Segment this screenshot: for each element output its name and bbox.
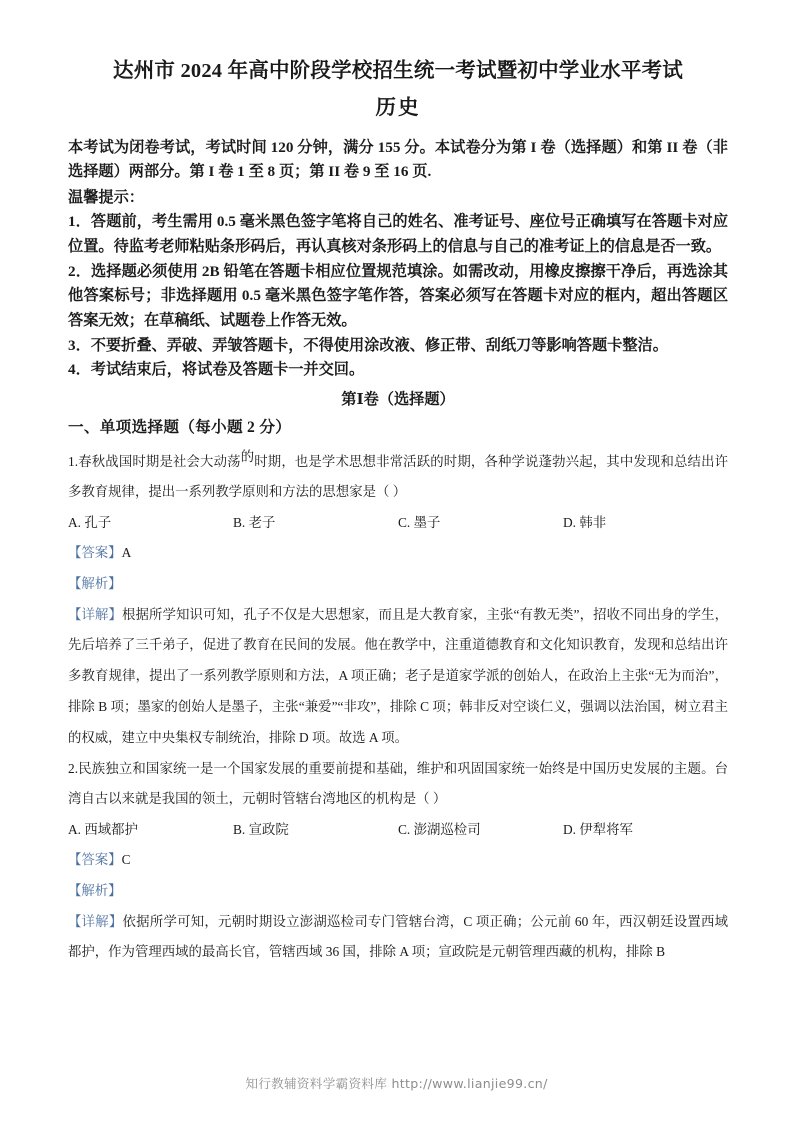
exam-instructions [68, 136, 728, 383]
question-2-answer [68, 845, 728, 876]
question-1-stem-superscript: 的 [240, 448, 255, 464]
question-1-answer-value: A [121, 545, 132, 561]
instruction-item-4: 4．考试结束后，将试卷及答题卡一并交回。 [68, 361, 365, 379]
detail-tag: 【详解】 [68, 606, 122, 622]
instruction-item-1: 1．答题前，考生需用 0.5 毫米黑色签字笔将自己的姓名、准考证号、座位号正确填写在答题卡对应位置。待监考老师粘贴条形码后，再认真核对条形码上的信息与自己的准考证上的信息是否一致。 [68, 213, 728, 255]
question-2-detail-text: 依据所学可知，元朝时期设立澎湖巡检司专门管辖台湾，C 项正确；公元前 60 年，西汉朝廷设置西域都护，作为管理西域的最高长官，管辖西域 36 国，排除 A 项；宣政院是元朝管理西藏的机构，排除 B [68, 913, 728, 960]
question-2-number: 2. [68, 760, 79, 776]
answer-tag: 【答案】 [68, 545, 122, 561]
question-1-option-a[interactable]: A. 孔子 [68, 514, 112, 530]
question-1-answer [68, 538, 728, 569]
question-2-option-c[interactable]: C. 澎湖巡检司 [398, 821, 481, 837]
question-2-option-a[interactable]: A. 西域都护 [68, 821, 138, 837]
question-2-stem [68, 754, 728, 815]
question-1-option-d[interactable]: D. 韩非 [563, 514, 607, 530]
question-1-option-c[interactable]: C. 墨子 [398, 514, 441, 530]
page-content [68, 56, 728, 968]
subject-title: 历史 [375, 96, 421, 119]
question-1-number: 1. [68, 453, 79, 469]
question-2 [68, 754, 728, 968]
instruction-tip-label: 温馨提示： [68, 188, 144, 206]
question-1-stem-part2: 时期，也是学术思想非常活跃的时期，各种学说蓬勃兴起，其中发现和总结出许多教育规律，提出一系列教学原则和方法的思想家是（ ） [68, 453, 729, 500]
analysis-tag: 【解析】 [68, 882, 122, 898]
question-2-analysis-header [68, 876, 728, 907]
answer-tag: 【答案】 [68, 852, 122, 868]
part-one-heading: 第Ⅰ卷（选择题） [341, 390, 455, 408]
page-title: 达州市 2024 年高中阶段学校招生统一考试暨初中学业水平考试 [113, 60, 683, 82]
question-2-detail [68, 907, 728, 969]
instruction-item-2: 2．选择题必须使用 2B 铅笔在答题卡相应位置规范填涂。如需改动，用橡皮擦擦干净后，再选涂其他答案标号；非选择题用 0.5 毫米黑色签字笔作答，答案必须写在答题卡对应的框内，超出答题区答案无效；在草稿纸、试题卷上作答无效。 [68, 262, 728, 329]
question-1-analysis-header [68, 569, 728, 600]
question-1-stem-part1: 春秋战国时期是社会大动荡 [78, 453, 241, 469]
question-2-stem-part1: 民族独立和国家统一是一个国家发展的重要前提和基础，维护和巩固国家统一始终是中国历史发展的主题。台湾自古以来就是我国的领土，元朝时管辖台湾地区的机构是（ ） [68, 760, 728, 807]
analysis-tag: 【解析】 [68, 576, 122, 591]
section-heading-multiple-choice: 一、单项选择题（每小题 2 分） [68, 418, 292, 436]
question-1-detail-text: 根据所学知识可知，孔子不仅是大思想家，而且是大教育家，主张“有教无类”，招收不同出身的学生，先后培养了三千弟子，促进了教育在民间的发展。他在教学中，注重道德教育和文化知识教育，发现和总结出许多教育规律，提出了一系列教学原则和方法，A 项正确；老子是道家学派的创始人，在政治上主张“无为而治”，排除 B 项；墨家的创始人是墨子，主张“兼爱”“非攻”，排除 C 项；韩非反对空谈仁义，强调以法治国，树立君主的权威，建立中央集权专制统治，排除 D 项。故选 A 项。 [68, 606, 728, 745]
question-2-options [68, 815, 728, 846]
footer-watermark: 知行教辅资料学霸资料库 http://www.lianjie99.cn/ [245, 1076, 548, 1091]
question-2-answer-value: C [121, 852, 131, 868]
detail-tag: 【详解】 [68, 913, 123, 929]
question-2-option-b[interactable]: B. 宣政院 [233, 821, 289, 837]
question-1-option-b[interactable]: B. 老子 [233, 514, 276, 530]
instruction-overview: 本考试为闭卷考试，考试时间 120 分钟，满分 155 分。本试卷分为第 I 卷（选择题）和第 II 卷（非选择题）两部分。第 I 卷 1 至 8 页；第 II 卷 9 至 16 页. [68, 138, 728, 181]
question-1-stem [68, 447, 728, 508]
question-1 [68, 447, 728, 754]
question-1-detail [68, 600, 728, 754]
question-2-option-d[interactable]: D. 伊犁将军 [563, 821, 633, 837]
question-1-options [68, 508, 728, 539]
instruction-item-3: 3．不要折叠、弄破、弄皱答题卡，不得使用涂改液、修正带、刮纸刀等影响答题卡整洁。 [68, 336, 668, 354]
